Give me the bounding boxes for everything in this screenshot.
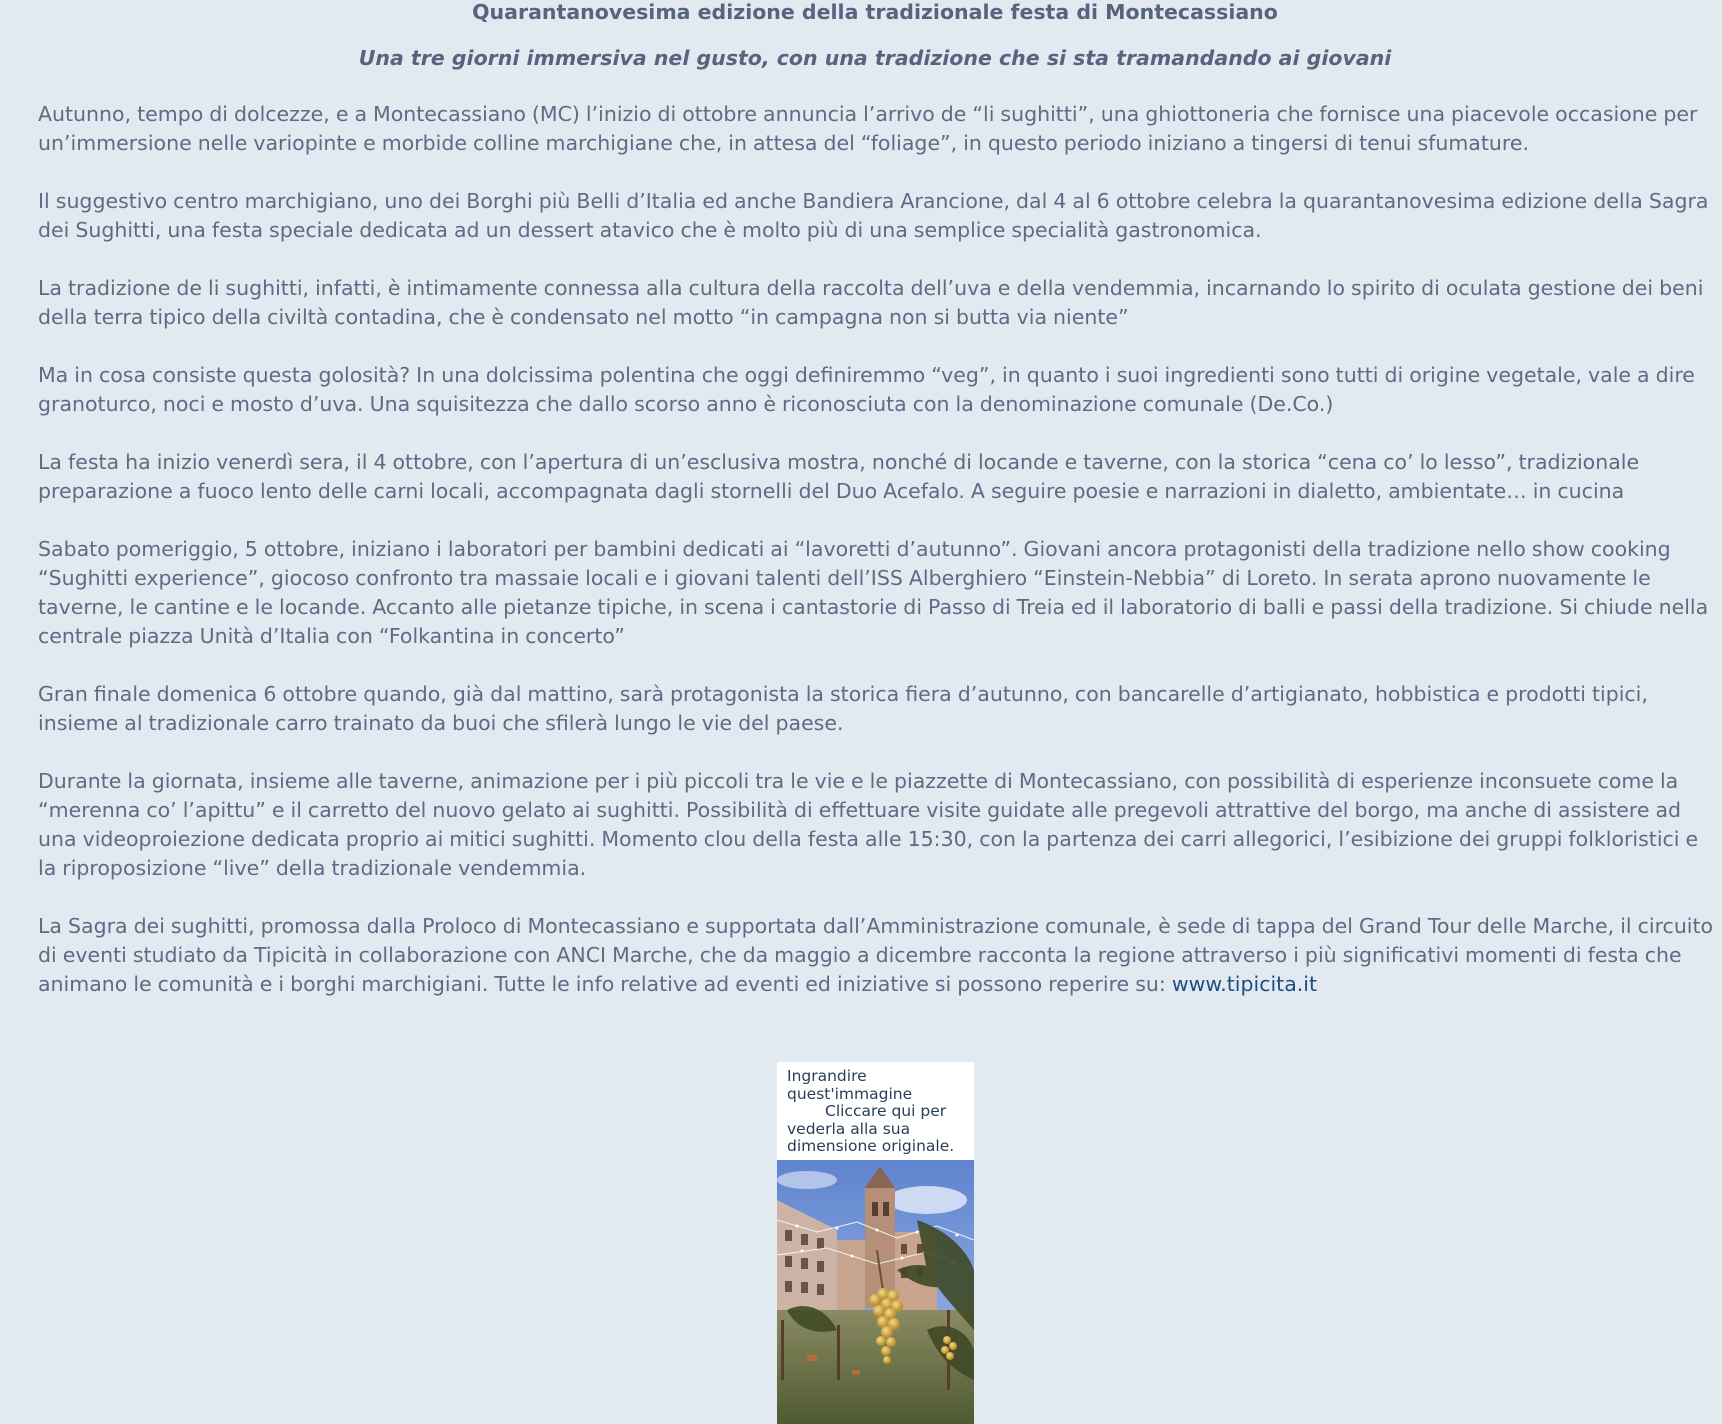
enlarge-notice-instruction: Cliccare qui per vederla alla sua dimensione originale.: [787, 1102, 955, 1155]
article-subtitle: Una tre giorni immersiva nel gusto, con una tradizione che si sta tramandando ai giovani: [358, 46, 1392, 70]
paragraph-sagra-text: La Sagra dei sughitti, promossa dalla Proloco di Montecassiano e supportata dall’Amministrazione comunale, è sede di tappa del Grand Tour delle Marche, il circuito di eventi studiato da Tipicità in collaborazione con ANCI Marche, che da maggio a dicembre racconta la regione attraverso i più significativi momenti di festa che animano le comunità e i borghi marchigiani. Tutte le info relative ad eventi ed iniziative si possono reperire su:: [38, 914, 1714, 996]
paragraph-domenica: Gran finale domenica 6 ottobre quando, già dal mattino, sarà protagonista la storica fiera d’autunno, con bancarelle d’artigianato, hobbistica e prodotti tipici, insieme al tradizionale carro trainato da buoi che sfilerà lungo le vie del paese.: [38, 682, 1648, 735]
paragraph-golosita: Ma in cosa consiste questa golosità? In una dolcissima polentina che oggi definiremmo “veg”, in quanto i suoi ingredienti sono tutti di origine vegetale, vale a dire granoturco, noci e mosto d’uva. Una squisitezza che dallo scorso anno è riconosciuta con la denominazione comunale (De.Co.): [38, 363, 1695, 416]
paragraph-tradizione: La tradizione de li sughitti, infatti, è intimamente connessa alla cultura della raccolta dell’uva e della vendemmia, incarnando lo spirito di oculata gestione dei beni della terra tipico della civiltà contadina, che è condensato nel motto “in campagna non si butta via niente”: [38, 276, 1704, 329]
enlarge-image-notice[interactable]: [777, 1062, 974, 1160]
festival-photo[interactable]: [777, 1160, 974, 1424]
enlarge-notice-heading: Ingrandire quest'immagine: [787, 1067, 913, 1103]
paragraph-intro: Autunno, tempo di dolcezze, e a Montecassiano (MC) l’inizio di ottobre annuncia l’arrivo de “li sughitti”, una ghiottoneria che fornisce una piacevole occasione per un’immersione nelle variopinte e morbide colline marchigiane che, in attesa del “foliage”, in questo periodo iniziano a tingersi di tenui sfumature.: [38, 102, 1698, 155]
paragraph-sabato: Sabato pomeriggio, 5 ottobre, iniziano i laboratori per bambini dedicati ai “lavoretti d’autunno”. Giovani ancora protagonisti della tradizione nello show cooking “Sughitti experience”, giocoso confronto tra massaie locali e i giovani talenti dell’ISS Alberghiero “Einstein-Nebbia” di Loreto. In serata aprono nuovamente le taverne, le cantine e le locande. Accanto alle pietanze tipiche, in scena i cantastorie di Passo di Treia ed il laboratorio di balli e passi della tradizione. Si chiude nella centrale piazza Unità d’Italia con “Folkantina in concerto”: [38, 537, 1709, 648]
paragraph-sagra: [38, 912, 1718, 999]
paragraph-giornata: Durante la giornata, insieme alle taverne, animazione per i più piccoli tra le vie e le piazzette di Montecassiano, con possibilità di esperienze inconsuete come la “merenna co’ l’apittu” e il carretto del nuovo gelato ai sughitti. Possibilità di effettuare visite guidate alle pregevoli attrattive del borgo, ma anche di assistere ad una videoproiezione dedicata proprio ai mitici sughitti. Momento clou della festa alle 15:30, con la partenza dei carri allegorici, l’esibizione dei gruppi folkloristici e la riproposizione “live” della tradizionale vendemmia.: [38, 769, 1699, 880]
tipicita-link[interactable]: www.tipicita.it: [1171, 972, 1318, 996]
enlarge-image-figure[interactable]: [777, 1062, 974, 1424]
paragraph-venerdi: La festa ha inizio venerdì sera, il 4 ottobre, con l’apertura di un’esclusiva mostra, nonché di locande e taverne, con la storica “cena co’ lo lesso”, tradizionale preparazione a fuoco lento delle carni locali, accompagnata dagli stornelli del Duo Acefalo. A seguire poesie e narrazioni in dialetto, ambientate… in cucina: [38, 450, 1640, 503]
article-title: Quarantanovesima edizione della tradizionale festa di Montecassiano: [472, 0, 1278, 24]
paragraph-borgo: Il suggestivo centro marchigiano, uno dei Borghi più Belli d’Italia ed anche Bandiera Arancione, dal 4 al 6 ottobre celebra la quarantanovesima edizione della Sagra dei Sughitti, una festa speciale dedicata ad un dessert atavico che è molto più di una semplice specialità gastronomica.: [38, 189, 1709, 242]
article-body: [38, 100, 1718, 1028]
